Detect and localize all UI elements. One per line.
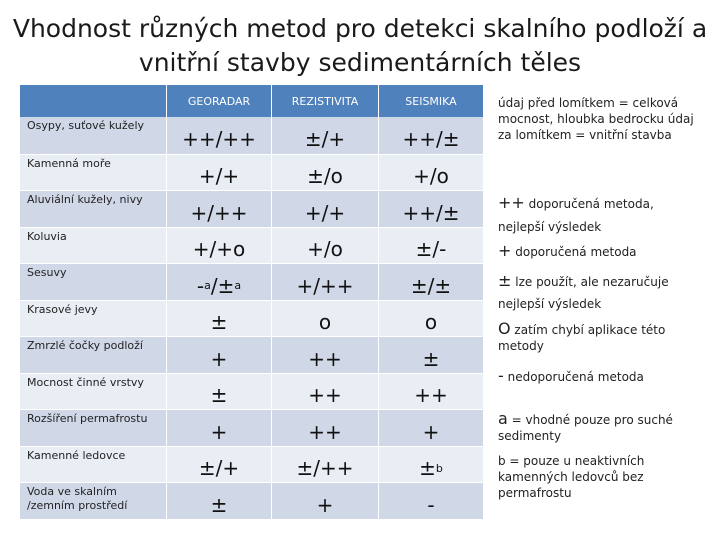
column-header-rezistivita: REZISTIVITA [272,85,379,117]
row-label: Sesuvy [20,264,167,300]
cell-georadar: +/+ [167,155,272,191]
cell-rezistivita: ++ [272,374,379,410]
legend-text: doporučená metoda [515,245,637,259]
cell-georadar: ++/++ [167,117,272,154]
row-label: Mocnost činné vrstvy [20,374,167,410]
legend-intro: údaj před lomítkem = celková mocnost, hloubka bedrocku údaj za lomítkem = vnitřní stavba [498,96,694,142]
legend-symbol: a [498,409,508,428]
cell-rezistivita: ++ [272,337,379,373]
cell-rezistivita: ±/+ [272,117,379,154]
cell-rezistivita: + [272,483,379,519]
legend-text: zatím chybí aplikace této metody [498,323,666,353]
table-row [20,154,483,191]
cell-georadar: + [167,337,272,373]
legend-symbol: ± [498,271,512,290]
cell-georadar: +/++ [167,191,272,227]
cell-seismika: ++/± [402,200,460,225]
cell-rezistivita: o [272,301,379,337]
table-row [20,117,483,154]
table-row [20,190,483,227]
row-label: Kamenná moře [20,155,167,191]
title-line-2: vnitřní stavby sedimentárních těles [138,48,582,77]
table-header-row [20,85,483,117]
cell-rezistivita: +/++ [272,264,379,300]
cell-georadar: ± [167,374,272,410]
legend-item-double-plus [498,195,698,212]
row-label: Kamenné ledovce [20,447,167,483]
table-row [20,446,483,483]
table-row [20,409,483,446]
table-row [20,482,483,519]
page-title [10,12,710,80]
column-header-georadar: GEORADAR [167,85,272,117]
cell-rezistivita: ±/o [272,155,379,191]
legend-text: = vhodné pouze pro suché sedimenty [498,413,673,443]
legend-symbol: O [498,319,511,338]
cell-georadar: +/+o [167,228,272,264]
table-row [20,263,483,300]
cell-seismika: ± [422,346,440,371]
cell-seismika: ± b [419,456,443,481]
cell-seismika: + [422,419,440,444]
header-corner [20,85,167,117]
table-row [20,373,483,410]
title-line-1: Vhodnost různých metod pro detekci skalního podloží a [12,14,708,43]
cell-georadar: ± [167,301,272,337]
column-header-seismika: SEISMIKA [379,85,483,117]
legend-item-plus [498,243,698,260]
legend-symbol: - [498,366,504,385]
legend-symbol: ++ [498,193,525,212]
legend-item-o [498,321,698,354]
cell-rezistivita: ±/++ [272,447,379,483]
legend-item-double-plus-cont: nejlepší výsledek [498,220,602,234]
legend-item-a [498,411,698,444]
cell-seismika: ±/- [415,237,447,262]
row-label: Aluviální kužely, nivy [20,191,167,227]
row-label: Rozšíření permafrostu [20,410,167,446]
cell-georadar: ± [167,483,272,519]
row-label: Osypy, suťové kužely [20,117,167,154]
cell-georadar: ±/+ [167,447,272,483]
row-label: Krasové jevy [20,301,167,337]
cell-seismika: o [424,310,438,335]
cell-seismika: ++ [414,383,448,408]
legend-text: nedoporučená metoda [507,370,644,384]
legend-item-plus-minus-cont: nejlepší výsledek [498,297,602,311]
table-row [20,300,483,337]
legend-item-b: b = pouze u neaktivních kamenných ledovců bez permafrostu [498,454,645,500]
cell-seismika: ++/± [402,127,460,152]
methods-table [20,85,483,519]
row-label: Voda ve skalním /zemním prostředí [20,483,167,519]
row-label: Koluvia [20,228,167,264]
table-row [20,227,483,264]
legend-item-minus [498,368,698,385]
cell-rezistivita: +/o [272,228,379,264]
table-row [20,336,483,373]
cell-georadar: + [167,410,272,446]
cell-rezistivita: +/+ [272,191,379,227]
legend-text: lze použít, ale nezaručuje [515,275,669,289]
cell-georadar: - a /± a [167,264,272,300]
cell-seismika: - [427,492,435,517]
cell-seismika: +/o [413,164,449,189]
row-label: Zmrzlé čočky podloží [20,337,167,373]
cell-seismika: ±/± [410,273,452,298]
legend-item-plus-minus [498,273,698,290]
cell-rezistivita: ++ [272,410,379,446]
table-body [20,117,483,519]
legend-symbol: + [498,241,512,260]
legend-text: doporučená metoda, [528,197,654,211]
